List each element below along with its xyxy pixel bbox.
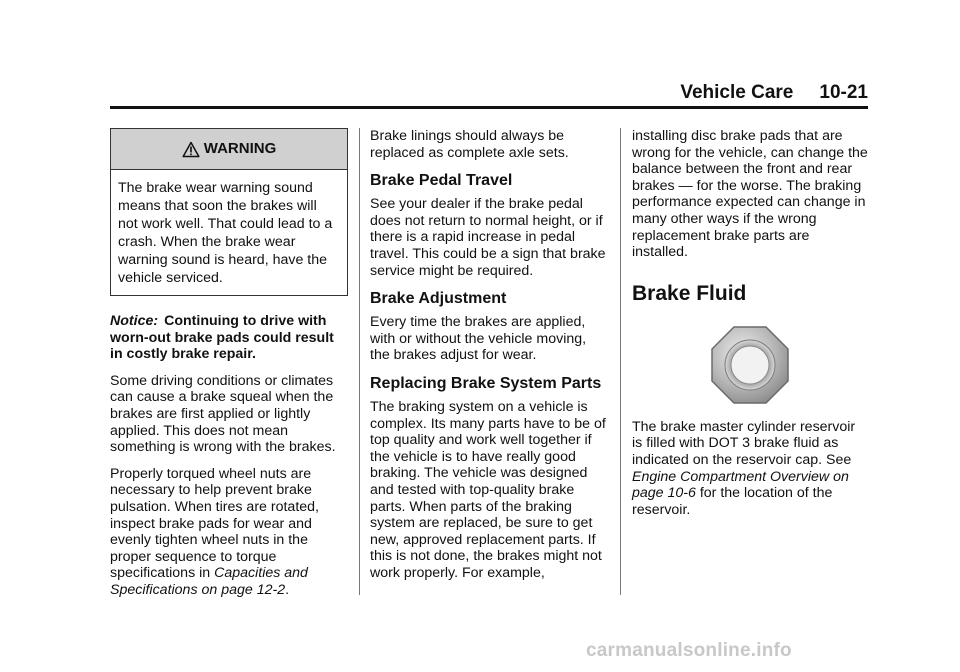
column-2 xyxy=(370,128,608,591)
reservoir-cap-figure xyxy=(632,325,868,405)
column-1 xyxy=(110,128,348,609)
heading-replacing-brake-parts: Replacing Brake System Parts xyxy=(370,374,602,392)
warning-title: WARNING xyxy=(203,139,277,157)
warning-header xyxy=(111,129,347,170)
cross-reference-link[interactable]: Engine Compartment Overview on page 10-6 xyxy=(632,468,849,502)
paragraph-text: Properly torqued wheel nuts are necessary to help prevent brake pulsation. When tires are rotated, inspect brake pads for wear and evenly tighten wheel nuts in the proper sequence to torque specifications in xyxy=(110,465,319,582)
warning-text: The brake wear warning sound means that soon the brakes will not work well. That could lead to a crash. When the brake wear warning sound is heard, have the vehicle serviced. xyxy=(118,180,333,286)
column-divider xyxy=(620,128,621,595)
notice-paragraph xyxy=(110,313,348,363)
paragraph xyxy=(632,419,868,519)
cross-reference-link[interactable]: Capacities and Specifications on page 12-2 xyxy=(110,565,308,598)
watermark: carmanualsonline.info xyxy=(586,640,792,661)
paragraph-text: . xyxy=(285,581,290,598)
column-3 xyxy=(632,128,868,528)
paragraph: installing disc brake pads that are wrong for the vehicle, can change the balance between the front and rear brakes — for the worse. The braking performance expected can change in many other ways if the wrong replacement brake parts are installed. xyxy=(632,128,868,261)
warning-triangle-icon xyxy=(182,141,200,158)
heading-brake-pedal-travel: Brake Pedal Travel xyxy=(370,172,513,190)
notice-text: Continuing to drive with worn-out brake pads could result in costly brake repair. xyxy=(110,313,334,363)
paragraph: See your dealer if the brake pedal does not return to normal height, or if there is a rapid increase in pedal travel. This could be a sign that brake service might be required. xyxy=(370,196,606,279)
header-rule xyxy=(110,106,868,109)
paragraph-text: for the location of the reservoir. xyxy=(632,485,833,518)
paragraph: Brake linings should always be replaced as complete axle sets. xyxy=(370,128,569,161)
paragraph-text: The brake master cylinder reservoir is filled with DOT 3 brake fluid as indicated on the reservoir cap. See xyxy=(632,418,856,468)
section-title: Vehicle Care xyxy=(680,82,794,103)
page-header xyxy=(110,82,868,104)
column-divider xyxy=(359,128,360,595)
warning-box xyxy=(110,128,348,296)
paragraph: Some driving conditions or climates can cause a brake squeal when the brakes are first applied or lightly applied. This does not mean something is wrong with the brakes. xyxy=(110,372,336,456)
paragraph: Every time the brakes are applied, with or without the vehicle moving, the brakes adjust for wear. xyxy=(370,314,587,364)
page-number: 10-21 xyxy=(819,82,868,103)
paragraph: The braking system on a vehicle is complex. Its many parts have to be of top quality and work well together if the vehicle is to have really good braking. The vehicle was designed and tested with top-quality brake parts. When parts of the braking system are replaced, be sure to get new, approved replacement parts. If this is not done, the brakes might not work properly. For example, xyxy=(370,398,606,581)
heading-brake-fluid: Brake Fluid xyxy=(632,281,747,305)
paragraph xyxy=(110,466,348,599)
heading-brake-adjustment: Brake Adjustment xyxy=(370,290,507,308)
reservoir-cap-icon xyxy=(710,325,790,405)
notice-label: Notice: xyxy=(110,313,159,329)
